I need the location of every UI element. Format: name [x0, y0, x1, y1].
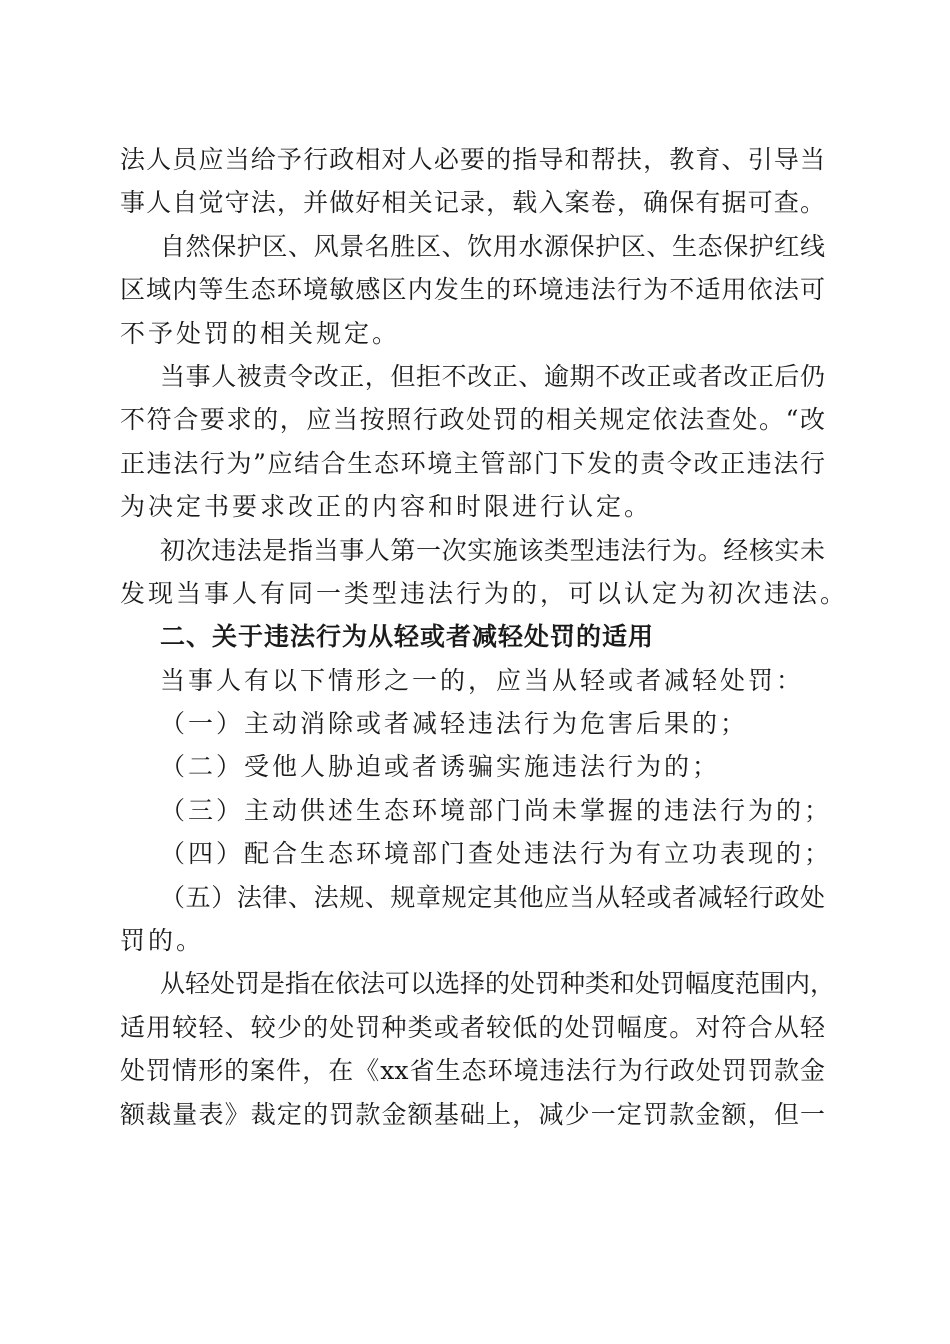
paragraph-line: 适用较轻、较少的处罚种类或者较低的处罚幅度。对符合从轻	[120, 1012, 825, 1042]
list-item-continuation: 罚的。	[120, 926, 205, 956]
list-item: （三）主动供述生态环境部门尚未掌握的违法行为的；	[160, 795, 833, 825]
paragraph-line: 处罚情形的案件，在《xx省生态环境违法行为行政处罚罚款金	[120, 1056, 825, 1086]
list-item: （五）法律、法规、规章规定其他应当从轻或者减轻行政处	[160, 882, 825, 912]
paragraph-line: 额裁量表》裁定的罚款金额基础上，减少一定罚款金额，但一	[120, 1099, 825, 1129]
paragraph-line: 从轻处罚是指在依法可以选择的处罚种类和处罚幅度范围内，	[160, 969, 836, 999]
paragraph-line: 自然保护区、风景名胜区、饮用水源保护区、生态保护红线	[160, 231, 825, 261]
paragraph-line: 不符合要求的，应当按照行政处罚的相关规定依法查处。“改	[120, 405, 825, 435]
document-body	[120, 138, 849, 1136]
paragraph-line: 发现当事人有同一类型违法行为的，可以认定为初次违法。	[120, 578, 849, 608]
list-item: （一）主动消除或者减轻违法行为危害后果的；	[160, 709, 749, 739]
paragraph-line: 当事人被责令改正，但拒不改正、逾期不改正或者改正后仍	[160, 361, 825, 391]
section-heading: 二、关于违法行为从轻或者减轻处罚的适用	[160, 622, 655, 652]
list-item: （二）受他人胁迫或者诱骗实施违法行为的；	[160, 752, 721, 782]
paragraph-line: 不予处罚的相关规定。	[120, 318, 401, 348]
paragraph-line: 区域内等生态环境敏感区内发生的环境违法行为不适用依法可	[120, 275, 825, 305]
paragraph-line: 法人员应当给予行政相对人必要的指导和帮扶，教育、引导当	[120, 145, 825, 174]
paragraph-line: 为决定书要求改正的内容和时限进行认定。	[120, 492, 653, 522]
paragraph-line: 初次违法是指当事人第一次实施该类型违法行为。经核实未	[160, 535, 825, 565]
paragraph-line: 正违法行为”应结合生态环境主管部门下发的责令改正违法行	[120, 448, 825, 478]
paragraph-line: 当事人有以下情形之一的，应当从轻或者减轻处罚：	[160, 665, 805, 695]
paragraph-line: 事人自觉守法，并做好相关记录，载入案卷，确保有据可查。	[120, 188, 825, 218]
list-item: （四）配合生态环境部门查处违法行为有立功表现的；	[160, 839, 833, 869]
